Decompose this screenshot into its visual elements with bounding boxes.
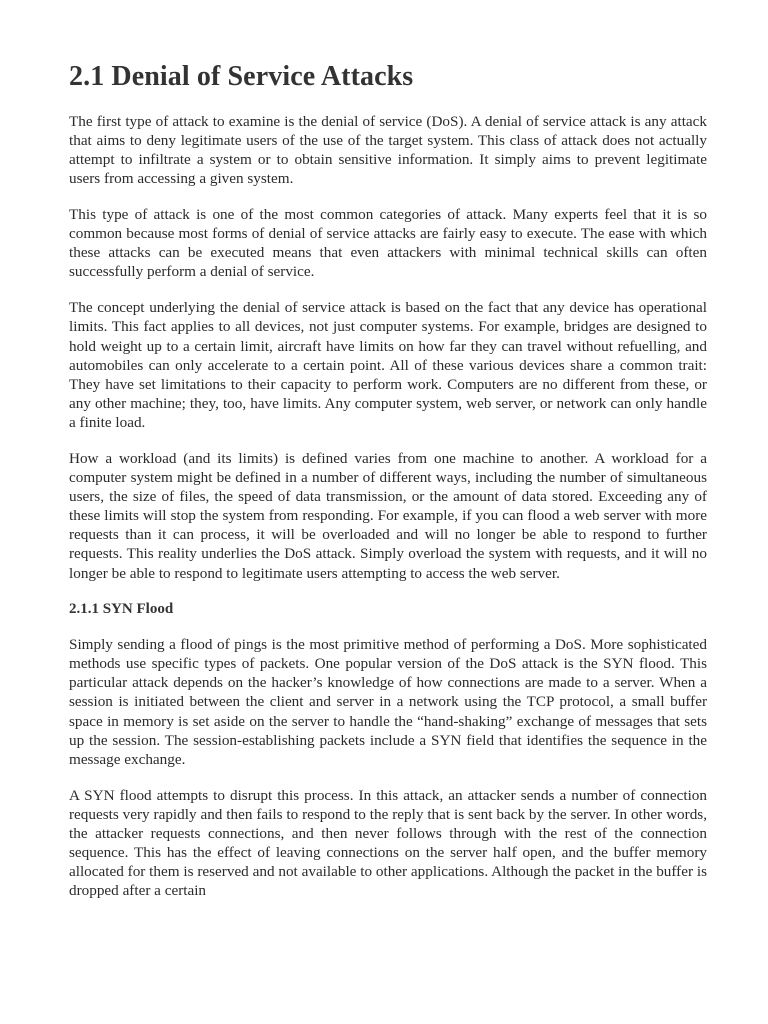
paragraph-intro-2: This type of attack is one of the most common categories of attack. Many experts feel that it is so common because most forms of denial of service attacks are fairly easy to execute. The ease with which these attacks can be executed means that even attackers with minimal technical skills can often successfully perform a denial of service. (69, 205, 707, 281)
paragraph-intro-4: How a workload (and its limits) is defined varies from one machine to another. A workload for a computer system might be defined in a number of different ways, including the number of simultaneous users, the size of files, the speed of data transmission, or the amount of data stored. Exceeding any of these limits will stop the system from responding. For example, if you can flood a web server with more requests than it can process, it will be overloaded and will no longer be able to respond to further requests. This reality underlies the DoS attack. Simply overload the system with requests, and it will no longer be able to respond to legitimate users attempting to access the web server. (69, 450, 707, 582)
paragraph-syn-1: Simply sending a flood of pings is the most primitive method of performing a DoS. More sophisticated methods use specific types of packets. One popular version of the DoS attack is the SYN flood. This particular attack depends on the hacker’s knowledge of how connections are made to a server. When a session is initiated between the client and server in a network using the TCP protocol, a small buffer space in memory is set aside on the server to handle the “hand-shaking” exchange of messages that sets up the session. The session-establishing packets include a SYN field that identifies the sequence in the message exchange. (69, 636, 707, 768)
paragraph-intro-3: The concept underlying the denial of service attack is based on the fact that any device has operational limits. This fact applies to all devices, not just computer systems. For example, bridges are designed to hold weight up to a certain limit, aircraft have limits on how far they can travel without refuelling, and automobiles can only accelerate to a certain point. All of these various devices share a common trait: They have set limitations to their capacity to perform work. Computers are no different from these, or any other machine; they, too, have limits. Any computer system, web server, or network can only handle a finite load. (69, 299, 707, 431)
paragraph-intro-1: The first type of attack to examine is the denial of service (DoS). A denial of service attack is any attack that aims to deny legitimate users of the use of the target system. This class of attack does not actually attempt to infiltrate a system or to obtain sensitive information. It simply aims to prevent legitimate users from accessing a given system. (69, 112, 707, 187)
subsection-title: 2.1.1 SYN Flood (69, 600, 174, 617)
document-page (69, 60, 707, 917)
paragraph-syn-2: A SYN flood attempts to disrupt this process. In this attack, an attacker sends a number of connection requests very rapidly and then fails to respond to the reply that is sent back by the server. In other words, the attacker requests connections, and then never follows through with the rest of the connection sequence. This has the effect of leaving connections on the server half open, and the buffer memory allocated for them is reserved and not available to other applications. Although the packet in the buffer is dropped after a certain (69, 786, 707, 900)
section-title: 2.1 Denial of Service Attacks (69, 61, 414, 92)
